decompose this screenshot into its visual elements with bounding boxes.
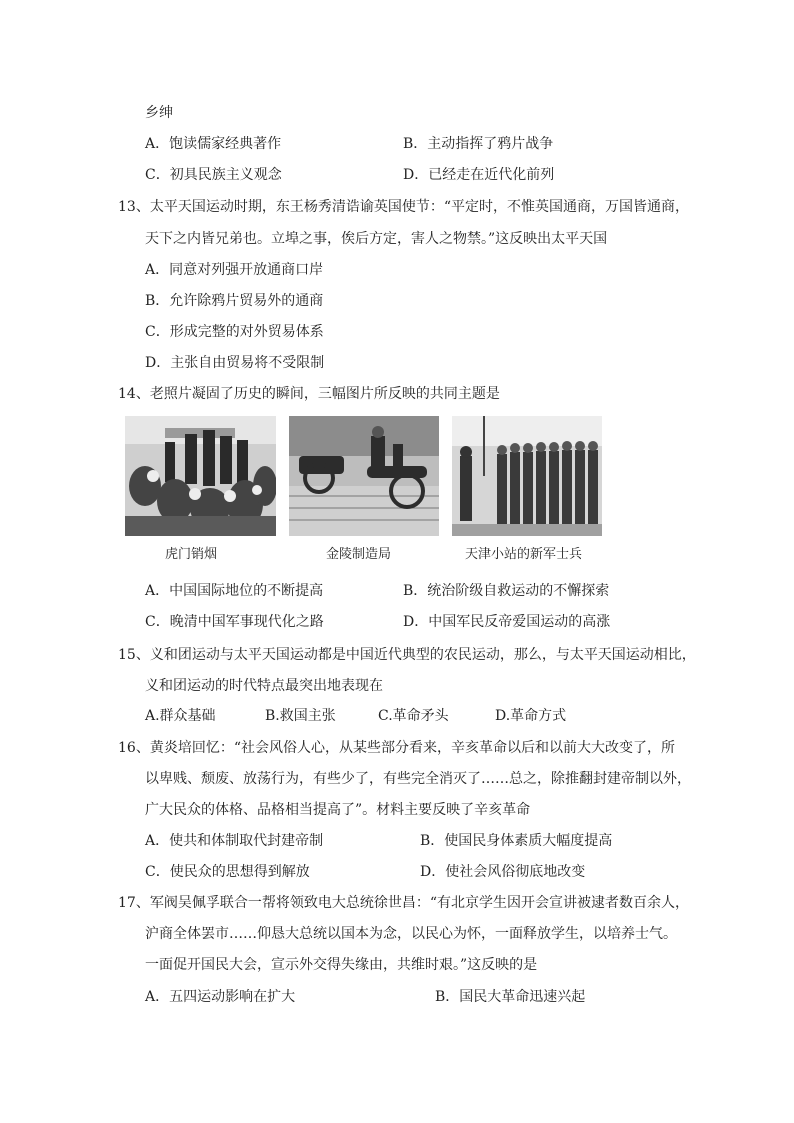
option-15a: A.群众基础 (145, 708, 216, 724)
option-15d: D.革命方式 (495, 708, 567, 724)
option-14d: D．中国军民反帝爱国运动的高涨 (403, 614, 611, 630)
photo-jinling-arsenal (289, 416, 439, 536)
option-12a: A．饱读儒家经典著作 (145, 136, 282, 152)
option-14a: A．中国国际地位的不断提高 (145, 583, 324, 599)
continued-text: 乡绅 (145, 105, 173, 121)
option-16c: C．使民众的思想得到解放 (145, 864, 310, 880)
photo-humen-opium (125, 416, 276, 536)
question-13-line2: 天下之内皆兄弟也。立埠之事，俟后方定，害人之物禁。”这反映出太平天国 (145, 231, 608, 247)
option-13c: C．形成完整的对外贸易体系 (145, 324, 324, 340)
question-16-line2: 以卑贱、颓废、放荡行为，有些少了，有些完全消灭了……总之，除推翻封建帝制以外， (145, 771, 691, 787)
question-17-line3: 一面促开国民大会，宣示外交得失缘由，共维时艰。”这反映的是 (145, 957, 538, 973)
question-16-line1: 16、黄炎培回忆：“社会风俗人心，从某些部分看来，辛亥革命以后和以前大大改变了，所 (118, 740, 675, 756)
question-14-line1: 14、老照片凝固了历史的瞬间，三幅图片所反映的共同主题是 (118, 386, 500, 402)
option-13b: B．允许除鸦片贸易外的通商 (145, 293, 324, 309)
option-17a: A．五四运动影响在扩大 (145, 989, 296, 1005)
option-17b: B．国民大革命迅速兴起 (435, 989, 586, 1005)
caption-xiaozhan-army: 天津小站的新军士兵 (465, 547, 583, 562)
option-16a: A．使共和体制取代封建帝制 (145, 833, 324, 849)
option-13a: A．同意对列强开放通商口岸 (145, 262, 324, 278)
question-15-line2: 义和团运动的时代特点最突出地表现在 (145, 678, 383, 694)
caption-jinling-arsenal: 金陵制造局 (326, 547, 392, 562)
option-12d: D．已经走在近代化前列 (403, 167, 555, 183)
option-16d: D．使社会风俗彻底地改变 (420, 864, 586, 880)
question-17-line1: 17、军阀吴佩孚联合一帮将领致电大总统徐世昌：“有北京学生因开会宣讲被逮者数百余人， (118, 895, 689, 911)
question-13-line1: 13、太平天国运动时期，东王杨秀清诰谕英国使节：“平定时，不惟英国通商，万国皆通商， (118, 199, 689, 215)
caption-humen-opium: 虎门销烟 (165, 547, 218, 562)
question-16-line3: 广大民众的体格、品格相当提高了”。材料主要反映了辛亥革命 (145, 802, 531, 818)
option-15b: B.救国主张 (265, 708, 336, 724)
option-12c: C．初具民族主义观念 (145, 167, 282, 183)
option-15c: C.革命矛头 (378, 708, 449, 724)
option-13d: D．主张自由贸易将不受限制 (145, 355, 325, 371)
question-15-line1: 15、义和团运动与太平天国运动都是中国近代典型的农民运动，那么，与太平天国运动相比， (118, 647, 696, 663)
option-14b: B．统治阶级自救运动的不懈探索 (403, 583, 610, 599)
option-12b: B．主动指挥了鸦片战争 (403, 136, 554, 152)
photo-xiaozhan-army (452, 416, 602, 536)
question-17-line2: 沪商全体罢市……仰恳大总统以国本为念，以民心为怀，一面释放学生，以培养士气。 (145, 926, 677, 942)
option-16b: B．使国民身体素质大幅度提高 (420, 833, 613, 849)
option-14c: C．晚清中国军事现代化之路 (145, 614, 324, 630)
